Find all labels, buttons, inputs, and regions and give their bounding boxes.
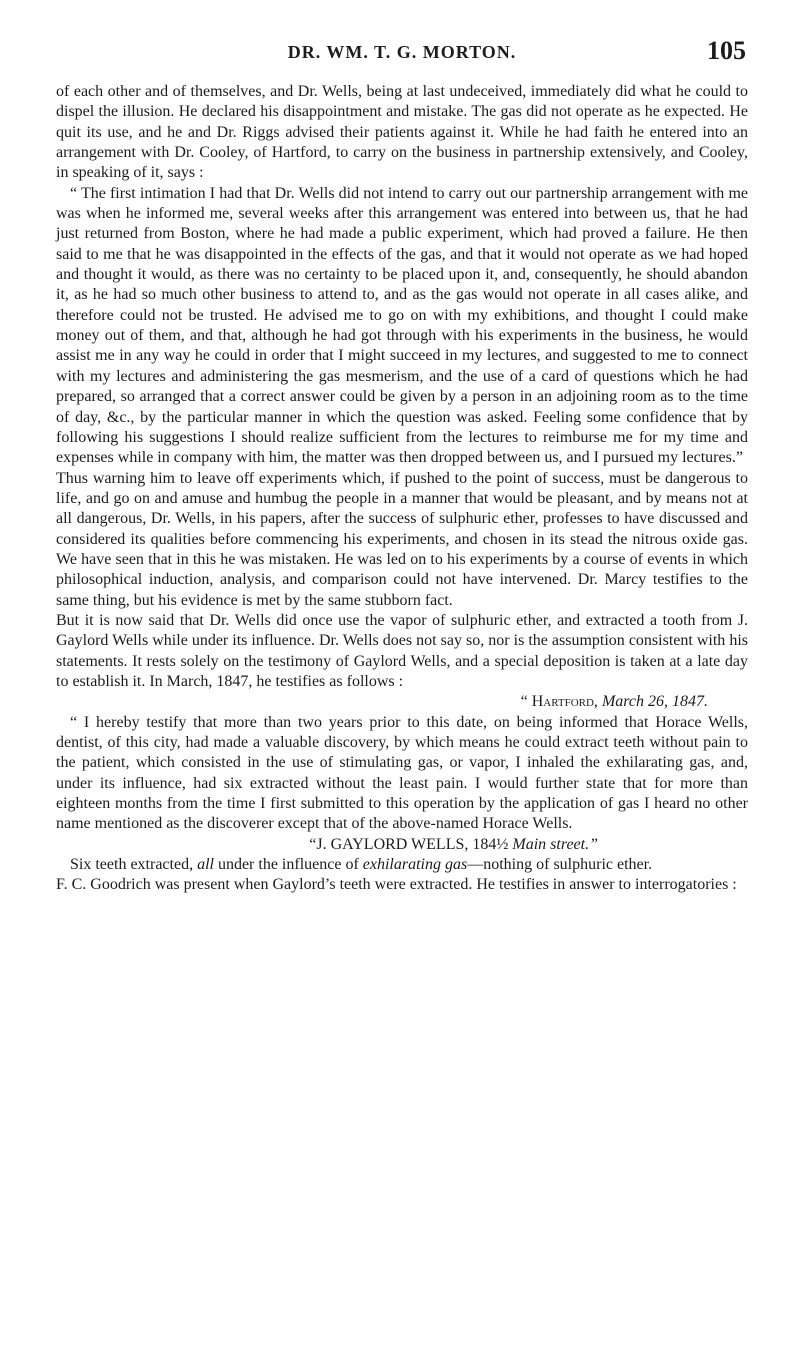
paragraph-gaylord-wells: But it is now said that Dr. Wells did once use the vapor of sulphuric ether, and extracted a tooth from J. Gaylord Wells while under its influence. Dr. Wells does not say so, nor is the assumption consistent with his statements. It rests solely on the testimony of Gaylord Wells, and a special deposition is taken at a late day to establish it. In March, 1847, he testifies as follows : — [56, 611, 748, 690]
dateline-date: March 26, 1847. — [601, 693, 708, 711]
text-run: Six teeth extracted, — [70, 856, 198, 874]
deposition-dateline — [56, 692, 748, 712]
text-run: under the influence of — [213, 856, 363, 874]
emphasis-all: all — [197, 856, 214, 874]
running-head — [56, 36, 748, 68]
signature-address: Main street.” — [512, 835, 598, 853]
paragraph-six-teeth — [56, 855, 748, 875]
deposition-body: “ I hereby testify that more than two years prior to this date, on being informed that Horace Wells, dentist, of this city, had made a valuable discovery, by which means he could extract teeth without pain to the patient, which consisted in the use of stimulating gas, or vapor, I inhaled the exhilarating gas, and, under its influence, had six extracted without the least pain. I would further state that for more than eighteen months from the time I first submitted to this operation by the application of gas I heard no other name mentioned as the discoverer except that of the above-named Horace Wells. — [56, 713, 748, 833]
page-number: 105 — [707, 36, 746, 65]
paragraph-warning: Thus warning him to leave off experiments which, if pushed to the point of success, must be dangerous to life, and go on and amuse and humbug the people in a manner that would be pleasant, and by means not at all dangerous, Dr. Wells, in his papers, after the success of sulphuric ether, professes to have discussed and considered its qualities before commencing his experiments, and chosen in its stead the nitrous oxide gas. We have seen that in this he was mistaken. He was led on to his experiments by a course of events in which philosophical induction, analysis, and comparison could not have intervened. Dr. Marcy testifies to the same thing, but his evidence is met by the same stubborn fact. — [56, 469, 748, 609]
paragraph-goodrich: F. C. Goodrich was present when Gaylord’s teeth were extracted. He testifies in answer to interrogatories : — [56, 876, 737, 894]
body-text — [56, 82, 748, 896]
text-run: —nothing of sulphuric ether. — [467, 856, 653, 874]
emphasis-exhilarating-gas: exhilarating gas — [362, 856, 468, 874]
running-title: DR. WM. T. G. MORTON. — [287, 42, 517, 62]
signature-name: “J. GAYLORD WELLS, 184½ — [309, 835, 509, 853]
deposition-signature — [56, 835, 748, 855]
paragraph-continued: of each other and of themselves, and Dr. Wells, being at last undeceived, immediately did what he could to dispel the illusion. He declared his disappointment and mistake. The gas did not operate as he expected. He quit its use, and he and Dr. Riggs advised their patients against it. While he had faith he entered into an arrangement with Dr. Cooley, of Hartford, to carry on the business in partnership extensively, and Cooley, in speaking of it, says : — [56, 83, 748, 182]
dateline-place: “ Hartford, — [520, 693, 598, 711]
paragraph-cooley-quote: “ The first intimation I had that Dr. Wells did not intend to carry out our partnership arrangement with me was when he informed me, several weeks after this arrangement was entered into between us, that he had just returned from Boston, where he had made a public experiment, which had proved a failure. He then said to me that he was disappointed in the effects of the gas, and that it would not operate as we had hoped and thought it would, as there was no certainty to be placed upon it, and, consequently, he should abandon it, as he had so much other business to attend to, and as the gas would not operate in all cases alike, and therefore could not be trusted. He advised me to go on with my exhibitions, and thought I could make money out of them, and that, although he had got through with his experiments in the business, he would assist me in any way he could in order that I might succeed in my lectures, and suggested to me to connect with my lectures and administering the gas mesmerism, and the use of a card of questions which he had prepared, so arranged that a correct answer could be given by a person in an adjoining room as to the time of day, &c., by the particular manner in which the question was asked. Feeling some confidence that by following his suggestions I should realize sufficient from the lectures to reimburse me for my time and expenses while in company with him, the matter was then dropped between us, and I pursued my lectures.” — [56, 184, 748, 467]
